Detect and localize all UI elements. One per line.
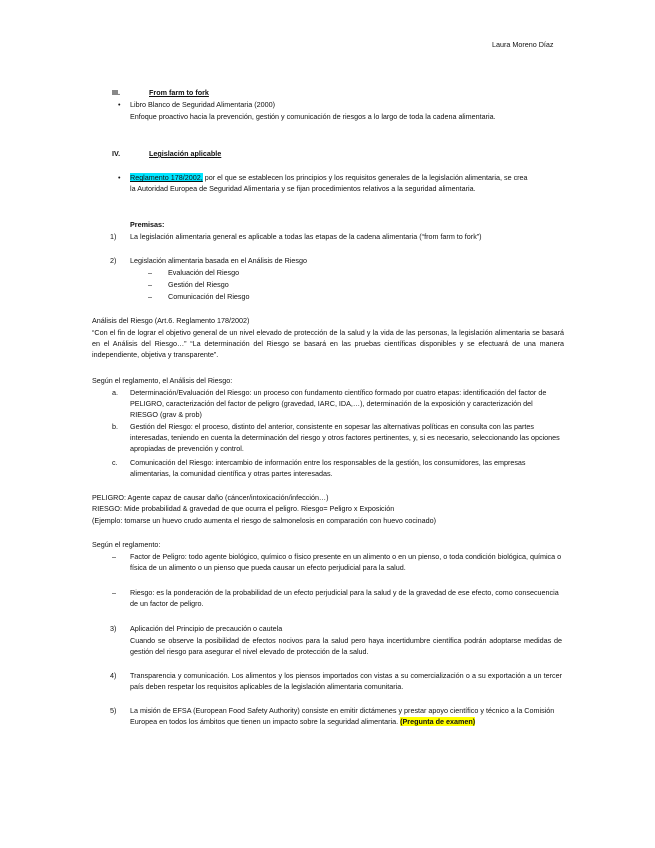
item-a-text: Determinación/Evaluación del Riesgo: un proceso con fundamento científico formado por cuatro etapas: identificación del factor de PELIGRO, caracterización del factor de peligro (gravedad, IARC, IDA,…), determinación de la exposición y caracterización del RIESGO (grav & prob) bbox=[130, 388, 547, 419]
section-3-title: From farm to fork bbox=[149, 88, 209, 97]
regulation-paragraph bbox=[130, 172, 535, 194]
bullet-icon: • bbox=[118, 100, 121, 109]
item-a-label: a. bbox=[112, 388, 118, 397]
regulation-link[interactable]: Reglamento 178/2002, bbox=[130, 173, 203, 182]
dash-icon: – bbox=[112, 552, 116, 561]
item-b-label: b. bbox=[112, 422, 118, 431]
peligro-definition: PELIGRO: Agente capaz de causar daño (cáncer/intoxicación/infección…) bbox=[92, 493, 329, 502]
riesgo-definition: RIESGO: Mide probabilidad & gravedad de que ocurra el peligro. Riesgo= Peligro x Exposición bbox=[92, 504, 395, 513]
factor-peligro-text: Factor de Peligro: todo agente biológico, químico o físico presente en un alimento o en un pienso, o toda condición biológica, química o física de un alimento o un pienso que pueda causar un efecto perjudicial para la salud. bbox=[130, 552, 562, 572]
bullet-icon: • bbox=[118, 173, 121, 182]
item-3-number: 3) bbox=[110, 624, 117, 633]
sub-comunicacion: Comunicación del Riesgo bbox=[168, 292, 250, 301]
dash-icon: – bbox=[148, 292, 152, 301]
section-3-number: III. bbox=[112, 88, 120, 97]
item-5-paragraph bbox=[130, 705, 566, 727]
analisis-quote: “Con el fin de lograr el objetivo general de un nivel elevado de protección de la salud y la vida de las personas, la legislación alimentaria se basará en el Análisis del Riesgo…” “La determinación del Riesgo se basará en las pruebas científicas disponibles y se efectuará de una manera independiente, objetiva y transparente”. bbox=[92, 328, 564, 359]
premise-2-number: 2) bbox=[110, 256, 117, 265]
section-4-title: Legislación aplicable bbox=[149, 149, 222, 158]
premise-1-number: 1) bbox=[110, 232, 117, 241]
item-c-text: Comunicación del Riesgo: intercambio de información entre los responsables de la gestión, los consumidores, las empresas alimentarias, la comunidad científica y otras partes interesadas. bbox=[130, 458, 526, 478]
item-5-number: 5) bbox=[110, 706, 117, 715]
dash-icon: – bbox=[112, 588, 116, 597]
item-b-text: Gestión del Riesgo: el proceso, distinto del anterior, consistente en sopesar las alternativas políticas en consulta con las partes interesadas, teniendo en cuenta la determinación del riesgo y otros factores pertinentes, y, si es necesario, seleccionando las opciones apropiadas de prevención y control. bbox=[130, 422, 560, 453]
premise-1-text: La legislación alimentaria general es aplicable a todas las etapas de la cadena alimentaria (“from farm to fork”) bbox=[130, 232, 482, 241]
regulation-text: por el que se establecen los principios y los requisitos generales de la legislación alimentaria, se crea la Autoridad Europea de Seguridad Alimentaria y se fijan procedimientos relativos a la seguridad alimentaria. bbox=[130, 173, 528, 193]
exam-question-highlight: (Pregunta de examen) bbox=[400, 717, 476, 726]
premisas-heading: Premisas: bbox=[130, 220, 165, 229]
dash-icon: – bbox=[148, 280, 152, 289]
item-3-title: Aplicación del Principio de precaución o cautela bbox=[130, 624, 283, 633]
white-paper-title: Libro Blanco de Seguridad Alimentaria (2000) bbox=[130, 100, 276, 109]
section-4-number: IV. bbox=[112, 149, 121, 158]
riesgo-ponderacion-text: Riesgo: es la ponderación de la probabilidad de un efecto perjudicial para la salud y de la gravedad de ese efecto, como consecuencia de un factor de peligro. bbox=[130, 588, 559, 608]
premise-2-text: Legislación alimentaria basada en el Análisis de Riesgo bbox=[130, 256, 308, 265]
ejemplo-text: (Ejemplo: tomarse un huevo crudo aumenta el riesgo de salmonelosis en comparación con huevo cocinado) bbox=[92, 516, 436, 525]
analisis-heading: Análisis del Riesgo (Art.6. Reglamento 178/2002) bbox=[92, 316, 250, 325]
item-3-text: Cuando se observe la posibilidad de efectos nocivos para la salud pero haya incertidumbre científica podrán adoptarse medidas de gestión del riesgo para asegurar el nivel elevado de protección de la salud. bbox=[130, 636, 562, 656]
segun-1-heading: Según el reglamento, el Análisis del Riesgo: bbox=[92, 376, 233, 385]
sub-evaluacion: Evaluación del Riesgo bbox=[168, 268, 240, 277]
item-4-number: 4) bbox=[110, 671, 117, 680]
segun-2-heading: Según el reglamento: bbox=[92, 540, 161, 549]
item-c-label: c. bbox=[112, 458, 118, 467]
item-5-text: La misión de EFSA (European Food Safety Authority) consiste en emitir dictámenes y prestar apoyo científico y técnico a la Comisión Europea en todos los ámbitos que tienen un impacto sobre la seguridad alimentaria. bbox=[130, 706, 555, 726]
dash-icon: – bbox=[148, 268, 152, 277]
item-4-text: Transparencia y comunicación. Los alimentos y los piensos importados con vistas a su comercialización o a su exportación a un tercer país deben respetar los requisitos aplicables de la legislación alimentaria comunitaria. bbox=[130, 671, 562, 691]
white-paper-text: Enfoque proactivo hacia la prevención, gestión y comunicación de riesgos a lo largo de toda la cadena alimentaria. bbox=[130, 112, 496, 121]
sub-gestion: Gestión del Riesgo bbox=[168, 280, 229, 289]
author-header: Laura Moreno Díaz bbox=[492, 40, 554, 49]
